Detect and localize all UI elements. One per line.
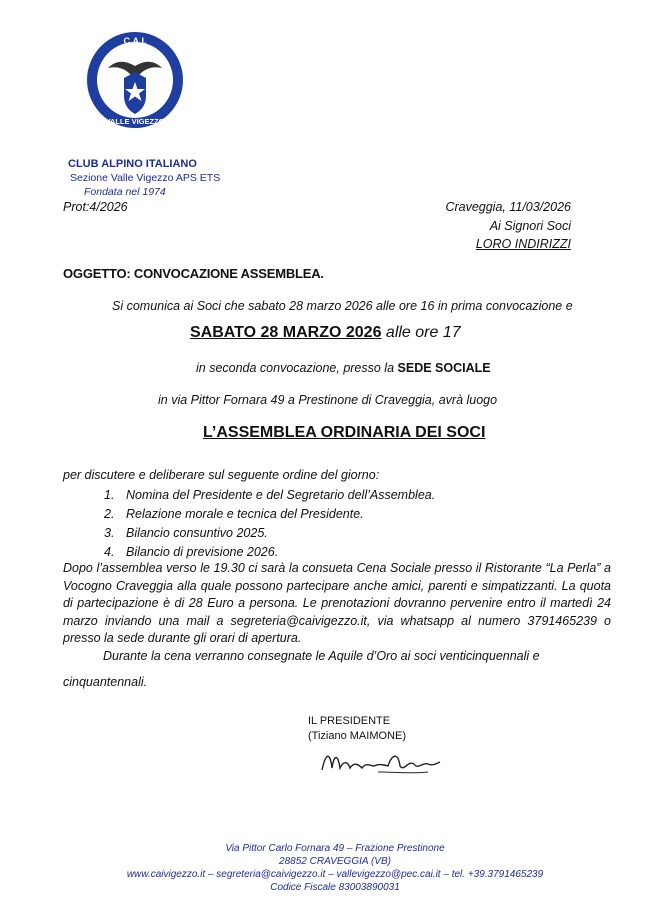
cai-logo (84, 18, 186, 148)
handwritten-signature (318, 742, 443, 782)
footer-address: Via Pittor Carlo Fornara 49 – Frazione Prestinone (225, 843, 445, 854)
subject-line: OGGETTO: CONVOCAZIONE ASSEMBLEA. (63, 266, 324, 281)
agenda-item: 4. Bilancio di previsione 2026. (104, 545, 279, 559)
second-call-date-bold: SABATO 28 MARZO 2026 (190, 324, 382, 341)
footer-city: 28852 CRAVEGGIA (VB) (279, 856, 391, 867)
awards-paragraph-end: cinquantennali. (63, 675, 148, 689)
announce-line-4: in via Pittor Fornara 49 a Prestinone di Craveggia, avrà luogo (158, 393, 498, 407)
sede-sociale: SEDE SOCIALE (397, 361, 491, 375)
announce-line-1: Si comunica ai Soci che sabato 28 marzo 2026 alle ore 16 in prima convocazione e (112, 299, 573, 313)
president-name: (Tiziano MAIMONE) (308, 730, 406, 742)
svg-text:VALLE VIGEZZO: VALLE VIGEZZO (105, 117, 165, 126)
awards-paragraph: Durante la cena verranno consegnate le Aquile d’Oro ai soci venticinquennali e (103, 648, 540, 663)
org-section: Sezione Valle Vigezzo APS ETS (70, 172, 221, 184)
svg-text:C.A.I.: C.A.I. (123, 36, 147, 46)
org-name: CLUB ALPINO ITALIANO (68, 158, 197, 170)
body-text (63, 560, 611, 665)
protocol-number: Prot:4/2026 (63, 200, 128, 214)
announce-line-3 (196, 361, 491, 375)
president-role: IL PRESIDENTE (308, 715, 391, 727)
dinner-paragraph: Dopo l’assemblea verso le 19.30 ci sarà la consueta Cena Sociale presso il Ristorante “La Perla” a Vocogno Craveggia alla quale possono partecipare anche amici, parenti e simpatizzanti. La quota di partecipazione è di 28 Euro a persona. Le prenotazioni dovranno pervenire entro il martedì 24 marzo inviando una mail a segreteria@caivigezzo.it, via whatsapp al numero 3791465239 o presso la sede durante gli orari di apertura. (63, 561, 611, 645)
second-call-time: alle ore 17 (381, 324, 461, 341)
footer-tax-code: Codice Fiscale 83003890031 (270, 882, 400, 893)
agenda-item: 1. Nomina del Presidente e del Segretario dell’Assemblea. (104, 488, 436, 502)
recipient-line-1: Ai Signori Soci (489, 219, 571, 233)
agenda-intro: per discutere e deliberare sul seguente ordine del giorno: (63, 468, 380, 482)
footer-contacts: www.caivigezzo.it – segreteria@caivigezzo.it – vallevigezzo@pec.cai.it – tel. +39.3791465239 (126, 869, 544, 880)
agenda-item: 3. Bilancio consuntivo 2025. (104, 526, 268, 540)
agenda-list (104, 486, 435, 562)
assembly-title: L’ASSEMBLEA ORDINARIA DEI SOCI (203, 424, 486, 441)
agenda-item: 2. Relazione morale e tecnica del Presidente. (104, 507, 364, 521)
org-founded: Fondata nel 1974 (84, 186, 166, 198)
announce-line-3-text: in seconda convocazione, presso la (196, 361, 398, 375)
place-date: Craveggia, 11/03/2026 (445, 200, 571, 214)
recipient-line-2: LORO INDIRIZZI (475, 237, 571, 251)
second-call-date (190, 324, 461, 342)
